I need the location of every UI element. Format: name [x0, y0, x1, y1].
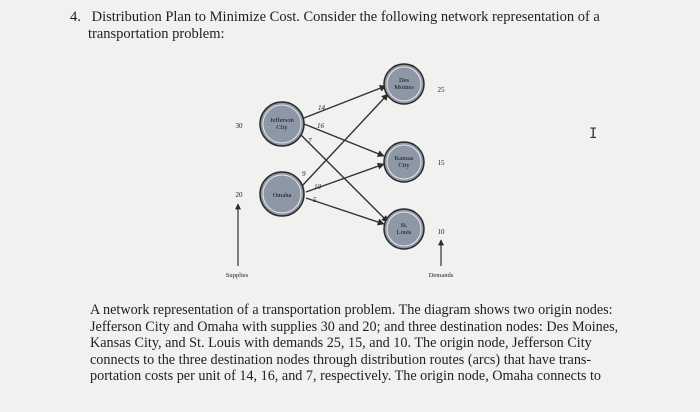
node-label: Omaha	[272, 192, 292, 199]
node-label: Jefferson	[270, 117, 294, 124]
supplies-label: Supplies	[225, 272, 249, 279]
cost-label-jefferson-kansascity: 16	[317, 122, 324, 130]
node-label: Moines	[394, 84, 414, 91]
caption-line: portation costs per unit of 14, 16, and 7, respectively. The origin node, Omaha connects to	[90, 368, 602, 385]
arc-omaha-desmoines	[302, 94, 388, 186]
cost-label-omaha-stlouis: 5	[313, 196, 317, 204]
cost-label-jefferson-desmoines: 14	[318, 104, 325, 112]
caption-line: Jefferson City and Omaha with supplies 30 and 20; and three destination nodes: Des Moines,	[90, 318, 619, 335]
arc-omaha-stlouis	[306, 198, 384, 224]
question-title: Distribution Plan to Minimize Cost.	[91, 9, 300, 25]
arc-jefferson-kansascity	[304, 124, 384, 156]
arc-jefferson-desmoines	[304, 86, 386, 118]
caption-line: Kansas City, and St. Louis with demands 25, 15, and 10. The origin node, Jefferson City	[90, 335, 592, 352]
demands-label: Demands	[428, 272, 454, 279]
node-label: St.	[400, 222, 408, 229]
diagram-caption	[90, 302, 630, 385]
node-label: City	[398, 162, 410, 169]
destination-node-kansas-city	[384, 142, 424, 182]
supply-value-jefferson: 30	[235, 122, 243, 130]
question-number: 4.	[70, 9, 81, 25]
question-text-line1: Consider the following network representation of a	[303, 9, 600, 25]
cost-label-jefferson-stlouis: 7	[308, 137, 312, 145]
node-label: City	[276, 124, 288, 131]
question-text-line2: transportation problem:	[88, 26, 225, 42]
cost-label-omaha-kansascity: 10	[314, 183, 321, 191]
demand-value-kansas-city: 15	[437, 159, 445, 167]
cost-label-omaha-desmoines: 9	[302, 170, 306, 178]
demand-value-des-moines: 25	[437, 86, 445, 94]
demand-value-st-louis: 10	[437, 228, 445, 236]
caption-line: connects to the three destination nodes through distribution routes (arcs) that have trans-	[90, 351, 592, 368]
node-label: Des	[398, 77, 410, 84]
caption-line: A network representation of a transportation problem. The diagram shows two origin nodes:	[90, 302, 613, 318]
node-label: Kansas	[394, 155, 414, 162]
supply-value-omaha: 20	[235, 191, 243, 199]
node-label: Louis	[396, 229, 412, 236]
origin-node-omaha	[260, 172, 304, 216]
origin-node-jefferson-city	[260, 102, 304, 146]
text-cursor-icon: I	[589, 126, 598, 142]
destination-node-st-louis	[384, 209, 424, 249]
destination-node-des-moines	[384, 64, 424, 104]
